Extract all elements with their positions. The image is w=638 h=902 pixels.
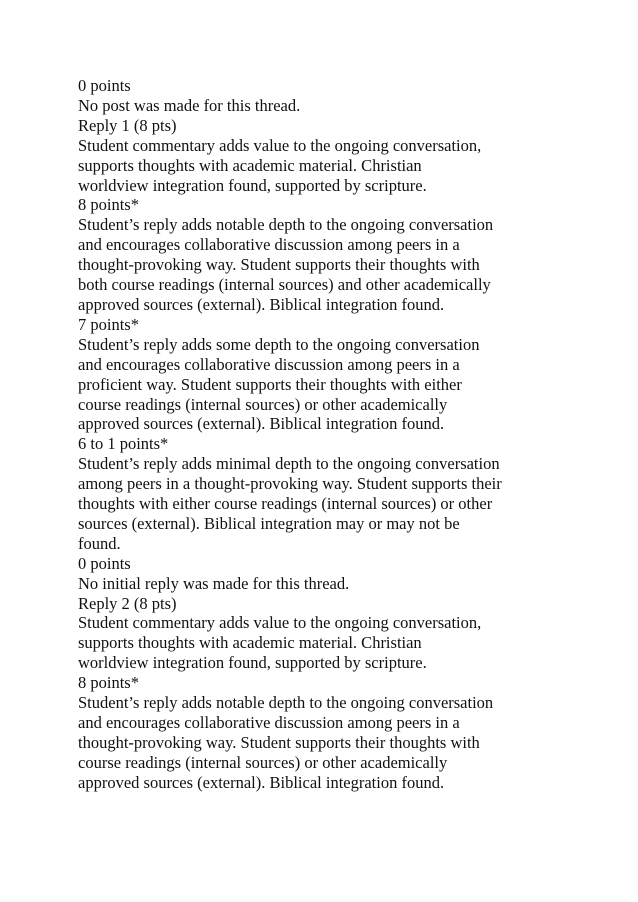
text-line: Student’s reply adds minimal depth to the ongoing conversation <box>78 454 500 474</box>
text-line: thought-provoking way. Student supports their thoughts with <box>78 255 480 275</box>
text-line: course readings (internal sources) or other academically <box>78 752 448 772</box>
text-line: Student’s reply adds notable depth to the ongoing conversation <box>78 693 494 713</box>
text-line: No post was made for this thread. <box>78 95 301 115</box>
text-line: thoughts with either course readings (internal sources) or other <box>78 494 493 514</box>
text-line: among peers in a thought-provoking way. Student supports their <box>78 474 502 494</box>
text-line: and encourages collaborative discussion among peers in a <box>78 713 460 732</box>
text-line: 8 points* <box>78 673 139 693</box>
text-line: both course readings (internal sources) and other academically <box>78 275 491 295</box>
text-line: 0 points <box>78 553 131 573</box>
text-line: Reply 1 (8 pts) <box>78 115 177 135</box>
text-line: supports thoughts with academic material. Christian <box>78 155 422 175</box>
text-line: Student’s reply adds some depth to the ongoing conversation <box>78 334 480 354</box>
text-line: No initial reply was made for this thread. <box>78 573 350 593</box>
text-line: approved sources (external). Biblical integration found. <box>78 414 445 434</box>
text-line: and encourages collaborative discussion among peers in a <box>78 354 460 374</box>
text-line: course readings (internal sources) or other academically <box>78 394 448 414</box>
text-line: worldview integration found, supported by scripture. <box>78 653 427 673</box>
text-line: Student commentary adds value to the ongoing conversation, <box>78 135 482 155</box>
text-line: and encourages collaborative discussion among peers in a <box>78 235 460 255</box>
text-line: Student commentary adds value to the ongoing conversation, <box>78 613 482 633</box>
text-line: proficient way. Student supports their thoughts with either <box>78 374 462 394</box>
text-line: 8 points* <box>78 195 139 215</box>
text-line: worldview integration found, supported by scripture. <box>78 175 427 195</box>
text-line: found. <box>78 533 121 553</box>
text-line: Student’s reply adds notable depth to the ongoing conversation <box>78 215 494 235</box>
text-line: sources (external). Biblical integration may or may not be <box>78 513 460 533</box>
document-page <box>78 76 623 793</box>
text-line: 0 points <box>78 76 131 95</box>
text-line: 7 points* <box>78 314 139 334</box>
text-line: approved sources (external). Biblical integration found. <box>78 772 445 792</box>
text-line: 6 to 1 points* <box>78 434 169 454</box>
text-line: Reply 2 (8 pts) <box>78 593 177 613</box>
text-line: supports thoughts with academic material. Christian <box>78 633 422 653</box>
text-line: approved sources (external). Biblical integration found. <box>78 294 445 314</box>
text-line: thought-provoking way. Student supports their thoughts with <box>78 732 480 752</box>
